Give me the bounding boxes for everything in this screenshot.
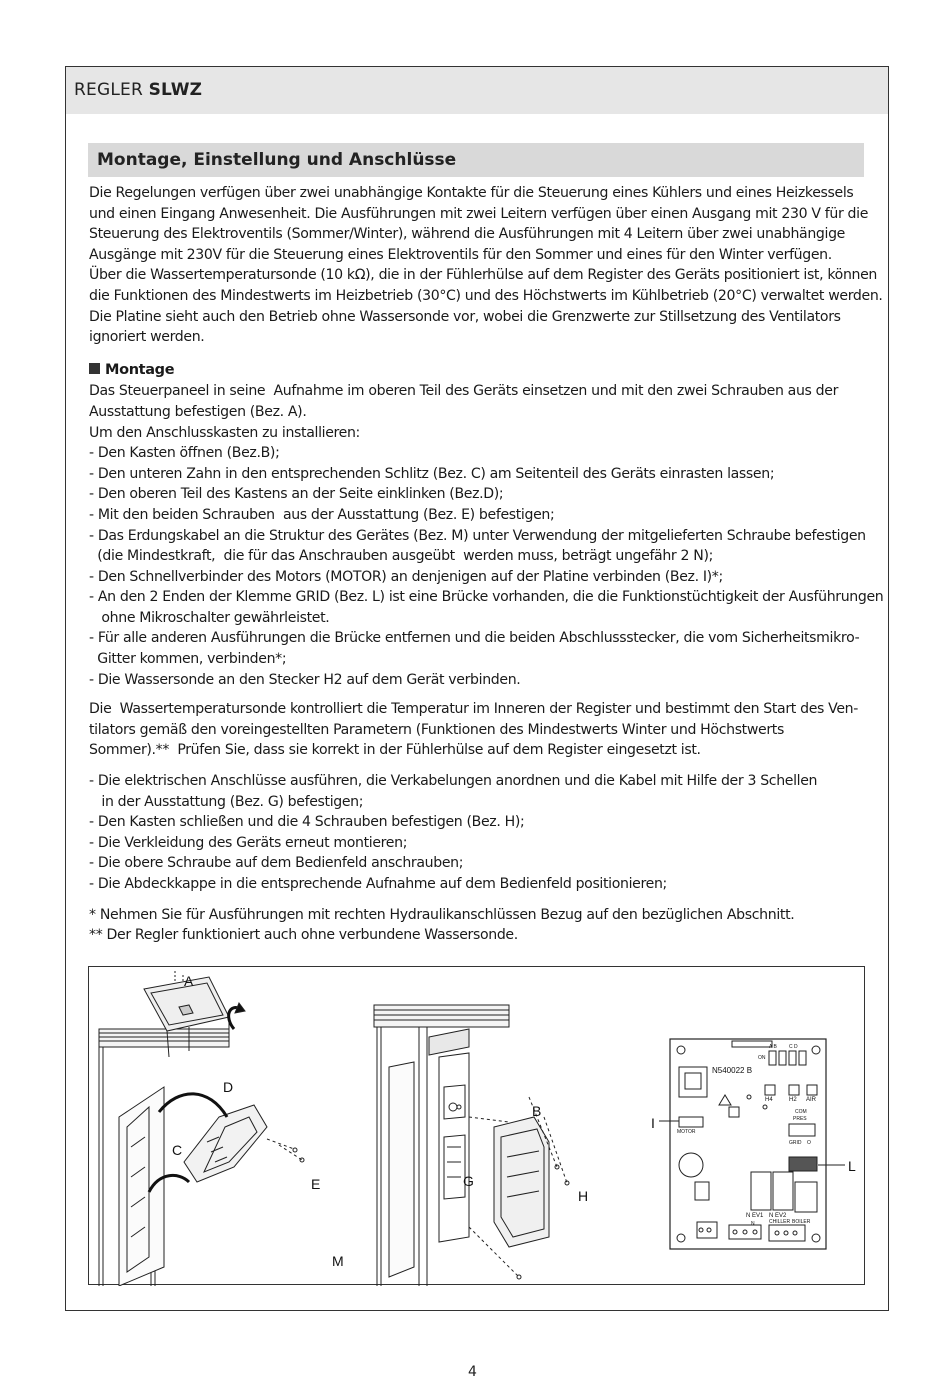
footnotes	[89, 905, 879, 946]
board-chiller-label: CHILLER	[769, 1219, 791, 1225]
page-number: 4	[468, 1364, 477, 1378]
section-header	[88, 143, 864, 177]
callout-d: D	[223, 1079, 234, 1095]
montage-heading: Montage	[89, 360, 879, 381]
text-line: * Nehmen Sie für Ausführungen mit rechten Hydraulikanschlüssen Bezug auf den bezüglichen Abschnitt.	[89, 906, 795, 923]
text-line: Über die Wassertemperatursonde (10 kΩ), die in der Fühlerhülse auf dem Register des Geräts positioniert ist, können	[89, 267, 878, 284]
board-n-label: N	[751, 1221, 755, 1227]
callout-m: M	[332, 1253, 344, 1269]
callout-a: A	[184, 973, 194, 989]
installation-drawing	[89, 967, 866, 1286]
callout-h: H	[578, 1188, 589, 1204]
text-line: - Den Kasten öffnen (Bez.B);	[89, 445, 280, 462]
text-line: ** Der Regler funktioniert auch ohne verbundene Wassersonde.	[89, 927, 518, 944]
installation-figure	[88, 966, 865, 1285]
board-motor-label: MOTOR	[677, 1129, 696, 1135]
board-boiler-label: BOILER	[792, 1219, 811, 1225]
text-line: - Die obere Schraube auf dem Bedienfeld anschrauben;	[89, 855, 464, 872]
board-grid-label: GRID	[789, 1140, 802, 1146]
text-line: - Den oberen Teil des Kastens an der Seite einklinken (Bez.D);	[89, 486, 504, 503]
callout-b: B	[532, 1103, 542, 1119]
text-line: ohne Mikroschalter gewährleistet.	[89, 609, 330, 626]
board-com-label: COM	[795, 1109, 807, 1115]
text-line: - Den unteren Zahn in den entsprechenden Schlitz (Bez. C) am Seitenteil des Geräts einrasten lassen;	[89, 465, 775, 482]
text-line: - Den Schnellverbinder des Motors (MOTOR) an denjenigen auf der Platine verbinden (Bez. I)*;	[89, 568, 723, 585]
text-line: - Die Verkleidung des Geräts erneut montieren;	[89, 834, 408, 851]
callout-l: L	[848, 1158, 856, 1174]
text-line: Das Steuerpaneel in seine Aufnahme im oberen Teil des Geräts einsetzen und mit den zwei Schrauben aus der	[89, 383, 839, 400]
middle-assembly-drawing	[374, 1005, 569, 1286]
text-line: Ausstattung befestigen (Bez. A).	[89, 403, 307, 420]
board-air-label: AIR	[806, 1097, 817, 1103]
text-line: - Die elektrischen Anschlüsse ausführen, die Verkabelungen anordnen und die Kabel mit Hilfe der 3 Schellen	[89, 773, 818, 790]
board-h4-label: H4	[765, 1097, 773, 1103]
square-bullet-icon	[89, 363, 100, 374]
board-pres-label: PRES	[793, 1116, 807, 1122]
final-steps-paragraph	[89, 771, 879, 895]
text-line: - An den 2 Enden der Klemme GRID (Bez. L) ist eine Brücke vorhanden, die die Funktionstüchtigkeit der Ausführungen	[89, 589, 884, 606]
text-line: - Die Wassersonde an den Stecker H2 auf dem Gerät verbinden.	[89, 671, 521, 688]
callout-c: C	[172, 1142, 183, 1158]
board-nev1-label: N EV1	[746, 1213, 764, 1219]
page-header-title: REGLER SLWZ	[74, 80, 203, 100]
text-line: Gitter kommen, verbinden*;	[89, 651, 287, 668]
intro-paragraph	[89, 183, 883, 348]
board-o-label: O	[807, 1140, 811, 1146]
text-line: - Mit den beiden Schrauben aus der Ausstattung (Bez. E) befestigen;	[89, 506, 555, 523]
text-line: Um den Anschlusskasten zu installieren:	[89, 424, 360, 441]
body-text	[89, 183, 884, 946]
section-title: Montage, Einstellung und Anschlüsse	[97, 150, 457, 170]
callout-g: G	[463, 1173, 474, 1189]
board-on-label: ON	[758, 1055, 766, 1061]
callout-e: E	[311, 1176, 321, 1192]
text-line: ignoriert werden.	[89, 329, 205, 346]
board-h2-label: H2	[789, 1097, 797, 1103]
text-line: Die Regelungen verfügen über zwei unabhängige Kontakte für die Steuerung eines Kühlers und eines Heizkessels	[89, 185, 854, 201]
text-line: Ausgänge mit 230V für die Steuerung eines Elektroventils für den Sommer und eines für den Winter verfügen.	[89, 246, 832, 263]
text-line: und einen Eingang Anwesenheit. Die Ausführungen mit zwei Leitern verfügen über einen Ausgang mit 230 V für die	[89, 205, 869, 222]
text-line: (die Mindestkraft, die für das Anschrauben ausgeübt werden muss, beträgt ungefähr 2 N);	[89, 548, 713, 565]
text-line: Steuerung des Elektroventils (Sommer/Winter), während die Ausführungen mit 4 Leitern über zwei unabhängige	[89, 226, 845, 243]
montage-paragraph	[89, 381, 884, 690]
sonde-paragraph	[89, 699, 879, 761]
text-line: Die Platine sieht auch den Betrieb ohne Wassersonde vor, wobei die Grenzwerte zur Stillsetzung des Ventilators	[89, 308, 841, 325]
text-line: - Die Abdeckkappe in die entsprechende Aufnahme auf dem Bedienfeld positionieren;	[89, 876, 667, 892]
left-assembly-drawing	[99, 971, 304, 1286]
board-cd-label: C D	[789, 1044, 798, 1050]
text-line: - Für alle anderen Ausführungen die Brücke entfernen und die beiden Abschlussstecker, die vom Sicherheitsmikro-	[89, 630, 860, 647]
board-nev2-label: N EV2	[769, 1213, 787, 1219]
text-line: Sommer).** Prüfen Sie, dass sie korrekt in der Fühlerhülse auf dem Register eingesetzt ist.	[89, 742, 701, 759]
header-band	[66, 67, 888, 114]
text-line: - Den Kasten schließen und die 4 Schrauben befestigen (Bez. H);	[89, 814, 525, 831]
board-ab-label: A B	[769, 1044, 777, 1050]
text-line: Die Wassertemperatursonde kontrolliert die Temperatur im Inneren der Register und bestimmt den Start des Ven-	[89, 701, 858, 718]
callout-i: I	[651, 1115, 655, 1131]
text-line: - Das Erdungskabel an die Struktur des Gerätes (Bez. M) unter Verwendung der mitgelieferten Schraube befestigen	[89, 527, 866, 544]
board-code-label: N540022 B	[712, 1066, 753, 1075]
text-line: in der Ausstattung (Bez. G) befestigen;	[89, 793, 364, 810]
text-line: tilators gemäß den voreingestellten Parametern (Funktionen des Mindestwerts Winter und Höchstwerts	[89, 721, 784, 738]
text-line: die Funktionen des Mindestwerts im Heizbetrieb (30°C) und des Höchstwerts im Kühlbetrieb (20°C) verwaltet werden.	[89, 287, 883, 304]
